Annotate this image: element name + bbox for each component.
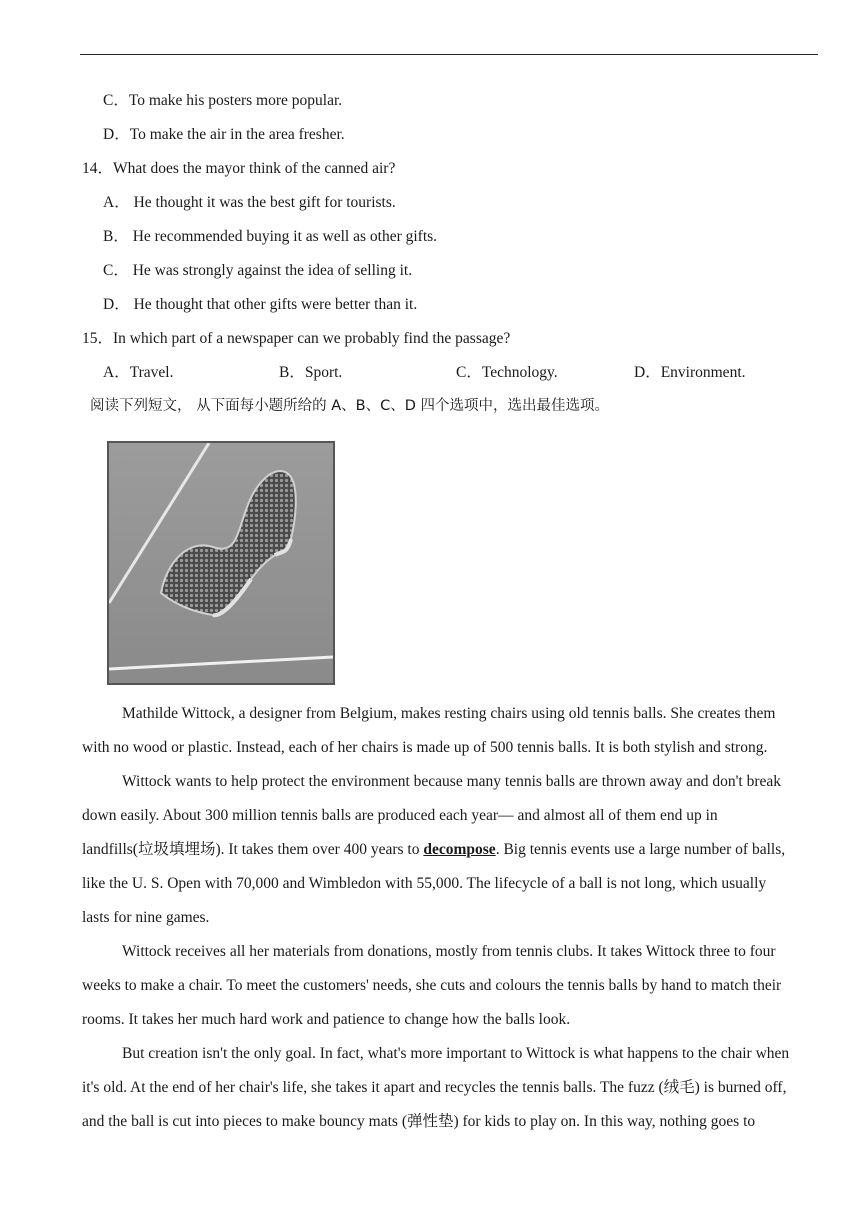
header-rule [80,54,818,55]
paragraph-2 [82,765,812,935]
q15-option-d[interactable]: D．Environment. [634,364,746,381]
paragraph-1-line-1: Mathilde Wittock, a designer from Belgium, makes resting chairs using old tennis balls. She creates them [122,705,776,722]
q14-option-a[interactable]: A． He thought it was the best gift for tourists. [103,194,396,211]
paragraph-3 [82,935,812,1037]
paragraph-2-line-3-pre: landfills(垃圾填埋场). It takes them over 400 years to [82,841,424,858]
q15-stem: 15．In which part of a newspaper can we probably find the passage? [82,330,511,347]
paragraph-4-line-2: it's old. At the end of her chair's life, she takes it apart and recycles the tennis balls. The fuzz (绒毛) is burned off, [82,1079,787,1096]
q14-stem: 14．What does the mayor think of the canned air? [82,160,396,177]
paragraph-2-line-2: down easily. About 300 million tennis balls are produced each year— and almost all of them end up in [82,807,718,824]
paragraph-3-line-3: rooms. It takes her much hard work and patience to change how the balls look. [82,1011,571,1028]
chair-image [109,443,333,683]
q14-option-c[interactable]: C． He was strongly against the idea of selling it. [103,262,413,279]
paragraph-2-line-4: like the U. S. Open with 70,000 and Wimbledon with 55,000. The lifecycle of a ball is not long, which usually [82,875,767,892]
paragraph-2-line-3-post: . Big tennis events use a large number of balls, [495,841,786,858]
paragraph-2-line-1: Wittock wants to help protect the environment because many tennis balls are thrown away and don't break [122,773,781,790]
q15-option-a[interactable]: A．Travel. [103,364,174,381]
paragraph-1 [82,697,812,765]
q14-option-d[interactable]: D． He thought that other gifts were better than it. [103,296,418,313]
paragraph-4-line-1: But creation isn't the only goal. In fact, what's more important to Wittock is what happens to the chair when [122,1045,790,1062]
reading-instruction: 阅读下列短文， 从下面每小题所给的 A、B、C、D 四个选项中，选出最佳选项。 [90,398,609,414]
q15-options [103,363,803,383]
q15-option-c[interactable]: C．Technology. [456,364,558,381]
paragraph-3-line-2: weeks to make a chair. To meet the customers' needs, she cuts and colours the tennis balls by hand to match their [82,977,782,994]
q14-option-b[interactable]: B． He recommended buying it as well as other gifts. [103,228,438,245]
q13-option-d[interactable]: D．To make the air in the area fresher. [103,126,345,143]
paragraph-4 [82,1037,812,1139]
tennis-ball-chair-photo [107,441,335,685]
paragraph-1-line-2: with no wood or plastic. Instead, each of her chairs is made up of 500 tennis balls. It is both stylish and strong. [82,739,768,756]
paragraph-2-line-5: lasts for nine games. [82,909,210,926]
paragraph-4-line-3: and the ball is cut into pieces to make bouncy mats (弹性垫) for kids to play on. In this way, nothing goes to [82,1113,756,1130]
q13-option-c[interactable]: C．To make his posters more popular. [103,92,343,109]
decompose-keyword: decompose [423,841,496,858]
q15-option-b[interactable]: B．Sport. [279,364,343,381]
paragraph-2-line-3 [82,833,812,867]
paragraph-3-line-1: Wittock receives all her materials from donations, mostly from tennis clubs. It takes Wittock three to four [122,943,776,960]
